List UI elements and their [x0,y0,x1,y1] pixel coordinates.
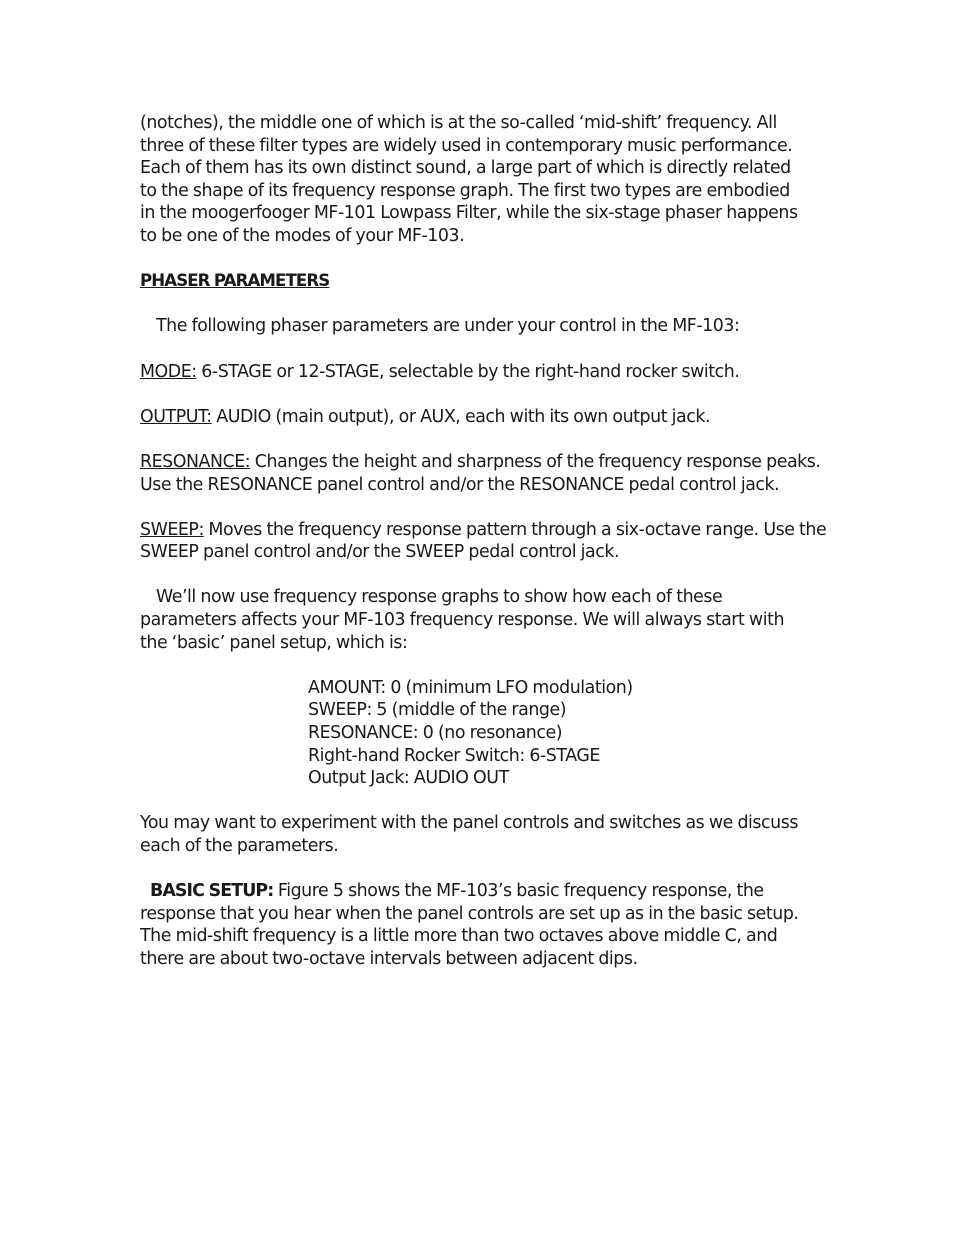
parameter-label: SWEEP: [140,519,204,540]
basic-setup-list [308,677,830,790]
intro-line: in the moogerfooger MF-101 Lowpass Filter, while the six-stage phaser happens [140,203,798,224]
intro-line: Each of them has its own distinct sound, a large part of which is directly related [140,158,791,179]
parameter-text: Changes the height and sharpness of the frequency response peaks. Use the RESONANCE panel control and/or the RESONANCE pedal control jack. [140,451,821,495]
graphs-line: parameters affects your MF-103 frequency response. We will always start with [140,610,785,631]
setup-item: Output Jack: AUDIO OUT [308,768,509,789]
basic-setup-line: The mid-shift frequency is a little more than two octaves above middle C, and [140,926,778,947]
intro-paragraph [140,112,830,248]
graphs-paragraph [140,586,830,654]
basic-setup-label: BASIC SETUP: [150,881,274,902]
parameter-sweep [140,519,830,564]
setup-item: AMOUNT: 0 (minimum LFO modulation) [308,677,633,698]
parameter-label: OUTPUT: [140,406,212,427]
intro-line: to the shape of its frequency response graph. The first two types are embodied [140,180,790,201]
setup-item: RESONANCE: 0 (no resonance) [308,723,563,744]
experiment-paragraph [140,812,830,857]
parameter-label: MODE: [140,361,197,382]
setup-item: SWEEP: 5 (middle of the range) [308,700,567,721]
params-intro: The following phaser parameters are under your control in the MF-103: [156,316,740,337]
experiment-line: each of the parameters. [140,836,339,856]
basic-setup-line: Figure 5 shows the MF-103’s basic frequency response, the [273,881,764,902]
intro-line: (notches), the middle one of which is at the so-called ‘mid-shift’ frequency. All [140,113,777,133]
parameter-mode [140,361,830,384]
section-heading: PHASER PARAMETERS [140,271,330,291]
intro-line: to be one of the modes of your MF-103. [140,225,465,246]
intro-line: three of these filter types are widely used in contemporary music performance. [140,135,793,156]
parameter-text: 6-STAGE or 12-STAGE, selectable by the right-hand rocker switch. [196,361,740,382]
basic-setup-line: response that you hear when the panel controls are set up as in the basic setup. [140,903,799,924]
parameter-resonance [140,451,830,496]
experiment-line: You may want to experiment with the panel controls and switches as we discuss [140,813,798,834]
basic-setup-line: there are about two-octave intervals between adjacent dips. [140,948,638,969]
basic-setup-paragraph [140,880,830,970]
parameter-text: Moves the frequency response pattern through a six-octave range. Use the SWEEP panel control and/or the SWEEP pedal control jack. [140,519,827,563]
parameter-label: RESONANCE: [140,451,251,472]
parameter-output [140,406,830,429]
graphs-line: We’ll now use frequency response graphs to show how each of these [156,587,723,608]
parameter-text: AUDIO (main output), or AUX, each with its own output jack. [211,406,711,427]
document-page [140,112,830,993]
setup-item: Right-hand Rocker Switch: 6-STAGE [308,745,600,766]
graphs-line: the ‘basic’ panel setup, which is: [140,632,408,653]
